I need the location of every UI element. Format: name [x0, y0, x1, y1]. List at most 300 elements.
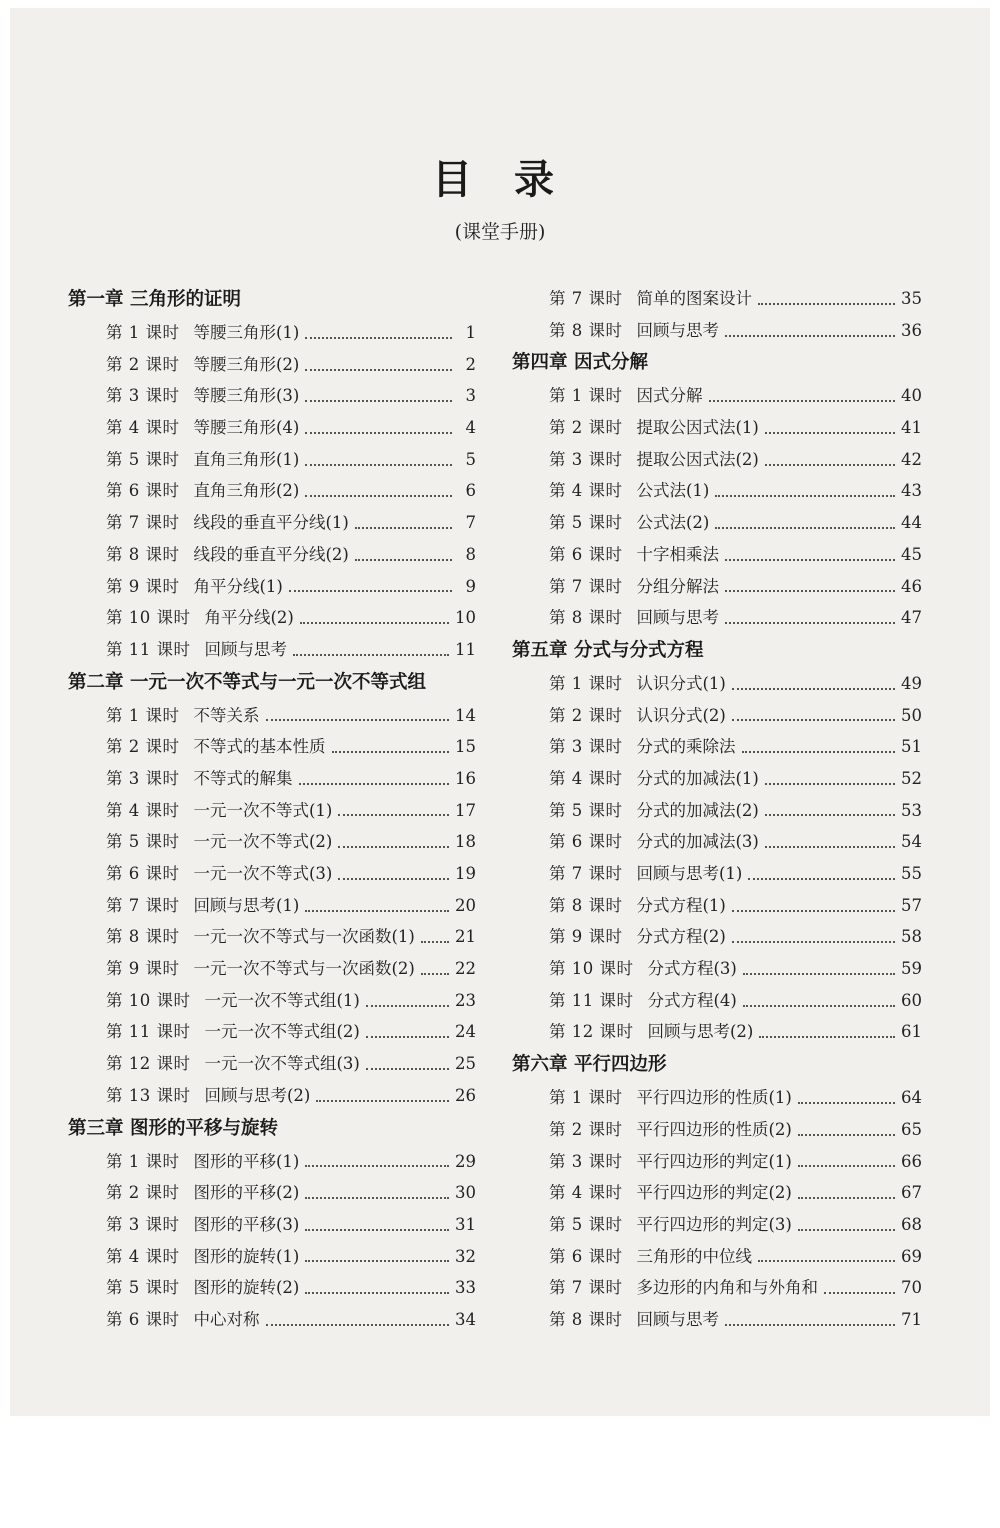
lesson-number: 第 12 课时: [549, 1022, 634, 1042]
lesson-topic: 回顾与思考(2): [204, 1085, 311, 1105]
lesson-topic: 分式的加减法(1): [636, 768, 759, 788]
lesson-number: 第 4 课时: [549, 768, 623, 788]
lesson-number: 第 8 课时: [549, 895, 623, 915]
page-number: 22: [455, 959, 476, 979]
lesson-number: 第 2 课时: [106, 1183, 180, 1203]
dot-leader: [305, 1260, 449, 1262]
page-number: 50: [901, 705, 922, 725]
toc-entry[interactable]: [549, 1209, 922, 1241]
page-number: 66: [901, 1151, 922, 1171]
lesson-topic: 提取公因式法(2): [636, 449, 759, 469]
lesson-number: 第 1 课时: [106, 705, 180, 725]
toc-entry[interactable]: [549, 1146, 922, 1178]
dot-leader: [732, 910, 895, 912]
lesson-number: 第 8 课时: [549, 608, 623, 628]
lesson-number: 第 6 课时: [106, 1309, 180, 1329]
lesson-number: 第 5 课时: [106, 832, 180, 852]
lesson-topic: 分式方程(2): [636, 927, 726, 947]
lesson-topic: 平行四边形的性质(1): [636, 1088, 792, 1108]
dot-leader: [732, 688, 895, 690]
page-number: 23: [455, 990, 476, 1010]
lesson-topic: 等腰三角形(4): [193, 418, 300, 438]
page-number: 67: [901, 1183, 922, 1203]
page-number: 58: [901, 927, 922, 947]
toc-entry[interactable]: [549, 539, 922, 571]
lesson-number: 第 2 课时: [549, 705, 623, 725]
page-number: 32: [455, 1246, 476, 1266]
lesson-topic: 等腰三角形(3): [193, 386, 300, 406]
toc-entry[interactable]: [549, 890, 922, 922]
toc-entry[interactable]: [549, 668, 922, 700]
toc-entry[interactable]: [106, 826, 476, 858]
toc-entry[interactable]: [106, 349, 476, 381]
page-number: 65: [901, 1119, 922, 1139]
dot-leader: [765, 846, 895, 848]
toc-entry[interactable]: [106, 1146, 476, 1178]
lesson-topic: 因式分解: [636, 386, 703, 406]
lesson-number: 第 2 课时: [106, 354, 180, 374]
page-number: 18: [455, 832, 476, 852]
toc-entry[interactable]: [106, 539, 476, 571]
lesson-topic: 一元一次不等式与一次函数(2): [193, 959, 415, 979]
lesson-topic: 多边形的内角和与外角和: [636, 1278, 818, 1298]
lesson-number: 第 4 课时: [549, 1183, 623, 1203]
page-number: 15: [455, 737, 476, 757]
dot-leader: [758, 1260, 895, 1262]
dot-leader: [798, 1134, 895, 1136]
dot-leader: [765, 432, 895, 434]
lesson-topic: 图形的平移(1): [193, 1151, 300, 1171]
lesson-number: 第 2 课时: [549, 418, 623, 438]
lesson-number: 第 13 课时: [106, 1085, 191, 1105]
lesson-topic: 分组分解法: [636, 576, 719, 596]
dot-leader: [798, 1165, 895, 1167]
dot-leader: [824, 1292, 895, 1294]
lesson-topic: 认识分式(2): [636, 705, 726, 725]
dot-leader: [305, 1292, 449, 1294]
dot-leader: [765, 464, 895, 466]
lesson-topic: 直角三角形(2): [193, 481, 300, 501]
toc-entry[interactable]: [549, 475, 922, 507]
dot-leader: [725, 1324, 895, 1326]
dot-leader: [366, 1005, 449, 1007]
lesson-number: 第 6 课时: [549, 1246, 623, 1266]
lesson-number: 第 5 课时: [106, 1278, 180, 1298]
toc-entry[interactable]: [106, 985, 476, 1017]
page-number: 68: [901, 1214, 922, 1234]
lesson-number: 第 4 课时: [106, 418, 180, 438]
lesson-topic: 分式的加减法(3): [636, 832, 759, 852]
lesson-topic: 公式法(2): [636, 513, 710, 533]
toc-entry[interactable]: [106, 953, 476, 985]
lesson-number: 第 2 课时: [106, 737, 180, 757]
page-number: 51: [901, 737, 922, 757]
page-number: 54: [901, 832, 922, 852]
page-number: 29: [455, 1151, 476, 1171]
toc-entry[interactable]: [549, 795, 922, 827]
lesson-topic: 不等式的解集: [193, 768, 293, 788]
page-number: 53: [901, 800, 922, 820]
lesson-topic: 一元一次不等式(2): [193, 832, 333, 852]
toc-entry[interactable]: [106, 602, 476, 634]
page-number: 46: [901, 576, 922, 596]
lesson-number: 第 6 课时: [549, 544, 623, 564]
dot-leader: [725, 335, 895, 337]
page-number: 24: [455, 1022, 476, 1042]
lesson-topic: 图形的平移(2): [193, 1183, 300, 1203]
lesson-number: 第 10 课时: [549, 959, 634, 979]
toc-entry[interactable]: [106, 1080, 476, 1112]
dot-leader: [758, 303, 895, 305]
toc-entry[interactable]: [106, 317, 476, 349]
page-number: 52: [901, 768, 922, 788]
page-number: 14: [455, 705, 476, 725]
toc-entry[interactable]: [549, 826, 922, 858]
page-number: 43: [901, 481, 922, 501]
toc-entry[interactable]: [549, 985, 922, 1017]
dot-leader: [289, 590, 452, 592]
lesson-number: 第 6 课时: [549, 832, 623, 852]
toc-entry[interactable]: [106, 1209, 476, 1241]
dot-leader: [305, 369, 452, 371]
page-number: 45: [901, 544, 922, 564]
lesson-number: 第 3 课时: [549, 737, 623, 757]
dot-leader: [366, 1068, 449, 1070]
page-number: 25: [455, 1054, 476, 1074]
lesson-topic: 回顾与思考: [636, 1309, 719, 1329]
page-number: 17: [455, 800, 476, 820]
lesson-topic: 一元一次不等式组(3): [204, 1054, 360, 1074]
chapter-heading[interactable]: 第三章 图形的平移与旋转: [68, 1117, 278, 1139]
page-number: 5: [465, 449, 476, 469]
page-number: 31: [455, 1214, 476, 1234]
chapter-heading[interactable]: 第二章 一元一次不等式与一元一次不等式组: [68, 671, 426, 693]
lesson-number: 第 3 课时: [106, 768, 180, 788]
lesson-number: 第 1 课时: [549, 1088, 623, 1108]
dot-leader: [725, 590, 895, 592]
lesson-topic: 三角形的中位线: [636, 1246, 752, 1266]
page-number: 26: [455, 1085, 476, 1105]
lesson-topic: 一元一次不等式组(1): [204, 990, 360, 1010]
toc-entry[interactable]: [549, 571, 922, 603]
page-number: 30: [455, 1183, 476, 1203]
toc-entry[interactable]: [106, 380, 476, 412]
lesson-topic: 直角三角形(1): [193, 449, 300, 469]
lesson-topic: 等腰三角形(2): [193, 354, 300, 374]
lesson-topic: 一元一次不等式(3): [193, 864, 333, 883]
dot-leader: [266, 719, 450, 721]
dot-leader: [305, 1197, 449, 1199]
lesson-topic: 一元一次不等式与一次函数(1): [193, 927, 415, 947]
lesson-number: 第 5 课时: [106, 449, 180, 469]
lesson-topic: 分式方程(3): [647, 959, 737, 979]
dot-leader: [725, 622, 895, 624]
page-number: 9: [465, 576, 476, 596]
lesson-topic: 十字相乘法: [636, 544, 719, 564]
dot-leader: [715, 495, 895, 497]
lesson-number: 第 9 课时: [106, 576, 180, 596]
dot-leader: [748, 878, 895, 880]
dot-leader: [305, 400, 452, 402]
lesson-number: 第 9 课时: [106, 959, 180, 979]
page-number: 1: [465, 323, 476, 342]
dot-leader: [299, 783, 450, 785]
page-number: 8: [465, 544, 476, 564]
toc-entry[interactable]: [106, 412, 476, 444]
toc-entry[interactable]: [549, 602, 922, 634]
page-number: 70: [901, 1278, 922, 1298]
toc-entry[interactable]: [106, 507, 476, 539]
lesson-number: 第 4 课时: [549, 481, 623, 501]
page-number: 11: [455, 639, 476, 659]
dot-leader: [355, 559, 452, 561]
page-number: 59: [901, 959, 922, 979]
page-number: 69: [901, 1246, 922, 1266]
dot-leader: [316, 1100, 449, 1102]
lesson-number: 第 3 课时: [549, 449, 623, 469]
lesson-number: 第 11 课时: [549, 990, 634, 1010]
dot-leader: [765, 783, 895, 785]
dot-leader: [305, 337, 452, 339]
page-number: 21: [455, 927, 476, 947]
page-number: 19: [455, 864, 476, 883]
page-number: 61: [901, 1022, 922, 1042]
chapter-heading[interactable]: 第四章 因式分解: [512, 352, 648, 374]
toc-column-left: [68, 283, 476, 1336]
lesson-number: 第 3 课时: [106, 1214, 180, 1234]
toc-entry[interactable]: [106, 1048, 476, 1080]
lesson-number: 第 1 课时: [549, 386, 623, 406]
dot-leader: [798, 1102, 895, 1104]
dot-leader: [759, 1036, 895, 1038]
toc-entry[interactable]: [106, 858, 476, 890]
dot-leader: [355, 527, 452, 529]
toc-entry[interactable]: [106, 1177, 476, 1209]
lesson-topic: 角平分线(2): [204, 608, 294, 628]
lesson-topic: 回顾与思考(1): [636, 864, 743, 883]
dot-leader: [421, 973, 449, 975]
lesson-topic: 一元一次不等式组(2): [204, 1022, 360, 1042]
page-number: 71: [901, 1309, 922, 1329]
dot-leader: [338, 814, 449, 816]
lesson-topic: 一元一次不等式(1): [193, 800, 333, 820]
lesson-number: 第 7 课时: [549, 576, 623, 596]
dot-leader: [709, 400, 896, 402]
dot-leader: [300, 622, 449, 624]
lesson-topic: 不等关系: [193, 705, 260, 725]
toc-entry[interactable]: [106, 1016, 476, 1048]
page-number: 34: [455, 1309, 476, 1329]
page-number: 3: [465, 386, 476, 406]
lesson-topic: 不等式的基本性质: [193, 737, 326, 757]
toc-entry[interactable]: [106, 921, 476, 953]
page-number: 57: [901, 895, 922, 915]
lesson-topic: 平行四边形的判定(2): [636, 1183, 792, 1203]
page-number: 2: [465, 354, 476, 374]
dot-leader: [305, 910, 449, 912]
toc-entry[interactable]: [106, 763, 476, 795]
toc-entry[interactable]: [549, 731, 922, 763]
toc-entry[interactable]: [549, 1177, 922, 1209]
lesson-topic: 回顾与思考: [636, 320, 719, 340]
toc-entry[interactable]: [106, 444, 476, 476]
page-number: 35: [901, 289, 922, 308]
lesson-number: 第 3 课时: [549, 1151, 623, 1171]
page-number: 44: [901, 513, 922, 533]
toc-column-right: [512, 283, 922, 1336]
lesson-topic: 回顾与思考(1): [193, 895, 300, 915]
page-subtitle: (课堂手册): [454, 221, 546, 243]
page-number: 60: [901, 990, 922, 1010]
lesson-number: 第 8 课时: [549, 320, 623, 340]
lesson-number: 第 5 课时: [549, 1214, 623, 1234]
lesson-number: 第 1 课时: [106, 1151, 180, 1171]
page-number: 36: [901, 320, 922, 340]
toc-entry[interactable]: [549, 953, 922, 985]
lesson-number: 第 9 课时: [549, 927, 623, 947]
toc-entry[interactable]: [549, 921, 922, 953]
lesson-topic: 分式的乘除法: [636, 737, 736, 757]
toc-entry[interactable]: [549, 380, 922, 412]
lesson-topic: 分式方程(4): [647, 990, 737, 1010]
page-number: 47: [901, 608, 922, 628]
lesson-topic: 中心对称: [193, 1309, 260, 1329]
toc-entry[interactable]: [106, 571, 476, 603]
lesson-topic: 提取公因式法(1): [636, 418, 759, 438]
toc-entry[interactable]: [106, 700, 476, 732]
toc-entry[interactable]: [549, 1241, 922, 1273]
lesson-topic: 图形的平移(3): [193, 1214, 300, 1234]
toc-entry[interactable]: [106, 731, 476, 763]
lesson-topic: 平行四边形的性质(2): [636, 1119, 792, 1139]
toc-entry[interactable]: [106, 890, 476, 922]
toc-entry[interactable]: [549, 444, 922, 476]
dot-leader: [338, 878, 449, 880]
lesson-topic: 等腰三角形(1): [193, 323, 300, 342]
dot-leader: [293, 654, 449, 656]
toc-entry[interactable]: [106, 1241, 476, 1273]
lesson-number: 第 11 课时: [106, 1022, 191, 1042]
chapter-heading[interactable]: 第五章 分式与分式方程: [512, 639, 704, 661]
page-number: 42: [901, 449, 922, 469]
lesson-topic: 线段的垂直平分线(2): [193, 544, 349, 564]
lesson-topic: 图形的旋转(2): [193, 1278, 300, 1298]
toc-entry[interactable]: [549, 1082, 922, 1114]
page-number: 10: [455, 608, 476, 628]
dot-leader: [765, 814, 895, 816]
toc-entry[interactable]: [106, 475, 476, 507]
toc-entry[interactable]: [549, 1272, 922, 1304]
lesson-topic: 回顾与思考(2): [647, 1022, 754, 1042]
dot-leader: [305, 464, 452, 466]
lesson-number: 第 1 课时: [549, 673, 623, 693]
lesson-topic: 公式法(1): [636, 481, 710, 501]
lesson-number: 第 3 课时: [106, 386, 180, 406]
page-number: 33: [455, 1278, 476, 1298]
dot-leader: [798, 1229, 895, 1231]
lesson-number: 第 4 课时: [106, 1246, 180, 1266]
page-title: 目 录: [432, 157, 568, 203]
dot-leader: [421, 941, 449, 943]
lesson-number: 第 8 课时: [106, 927, 180, 947]
lesson-number: 第 4 课时: [106, 800, 180, 820]
page-number: 16: [455, 768, 476, 788]
toc-entry[interactable]: [549, 1016, 922, 1048]
lesson-topic: 分式方程(1): [636, 895, 726, 915]
toc-entry[interactable]: [549, 700, 922, 732]
lesson-topic: 回顾与思考: [636, 608, 719, 628]
lesson-number: 第 1 课时: [106, 323, 180, 342]
lesson-topic: 平行四边形的判定(3): [636, 1214, 792, 1234]
page-number: 40: [901, 386, 922, 406]
toc-entry[interactable]: [549, 1304, 922, 1336]
toc-entry[interactable]: [549, 858, 922, 890]
dot-leader: [798, 1197, 895, 1199]
toc-entry[interactable]: [549, 315, 922, 347]
lesson-number: 第 7 课时: [549, 289, 623, 308]
page-number: 55: [901, 864, 922, 883]
page-number: 64: [901, 1088, 922, 1108]
dot-leader: [332, 751, 450, 753]
dot-leader: [732, 941, 895, 943]
toc-entry[interactable]: [106, 634, 476, 666]
dot-leader: [715, 527, 895, 529]
chapter-heading[interactable]: 第六章 平行四边形: [512, 1054, 667, 1076]
lesson-number: 第 8 课时: [549, 1309, 623, 1329]
dot-leader: [366, 1036, 449, 1038]
lesson-topic: 平行四边形的判定(1): [636, 1151, 792, 1171]
lesson-number: 第 10 课时: [106, 608, 191, 628]
chapter-heading[interactable]: 第一章 三角形的证明: [68, 289, 241, 310]
lesson-number: 第 5 课时: [549, 513, 623, 533]
toc-entry[interactable]: [549, 283, 922, 315]
toc-entry[interactable]: [549, 763, 922, 795]
dot-leader: [266, 1324, 450, 1326]
page-number: 4: [465, 418, 476, 438]
lesson-number: 第 6 课时: [106, 864, 180, 883]
dot-leader: [305, 495, 452, 497]
page-number: 7: [465, 513, 476, 533]
toc-entry[interactable]: [549, 412, 922, 444]
toc-entry[interactable]: [549, 1114, 922, 1146]
dot-leader: [732, 719, 895, 721]
lesson-topic: 分式的加减法(2): [636, 800, 759, 820]
page-number: 49: [901, 673, 922, 693]
toc-entry[interactable]: [106, 1272, 476, 1304]
dot-leader: [743, 973, 895, 975]
toc-entry[interactable]: [106, 1304, 476, 1336]
dot-leader: [725, 559, 895, 561]
toc-entry[interactable]: [106, 795, 476, 827]
lesson-number: 第 7 课时: [106, 895, 180, 915]
lesson-number: 第 7 课时: [549, 864, 623, 883]
page-number: 41: [901, 418, 922, 438]
lesson-number: 第 10 课时: [106, 990, 191, 1010]
lesson-number: 第 5 课时: [549, 800, 623, 820]
lesson-topic: 认识分式(1): [636, 673, 726, 693]
lesson-number: 第 7 课时: [549, 1278, 623, 1298]
lesson-number: 第 2 课时: [549, 1119, 623, 1139]
lesson-topic: 回顾与思考: [204, 639, 287, 659]
toc-entry[interactable]: [549, 507, 922, 539]
dot-leader: [305, 1229, 449, 1231]
lesson-number: 第 11 课时: [106, 639, 191, 659]
lesson-number: 第 8 课时: [106, 544, 180, 564]
lesson-topic: 图形的旋转(1): [193, 1246, 300, 1266]
lesson-number: 第 12 课时: [106, 1054, 191, 1074]
lesson-number: 第 7 课时: [106, 513, 180, 533]
dot-leader: [305, 432, 452, 434]
